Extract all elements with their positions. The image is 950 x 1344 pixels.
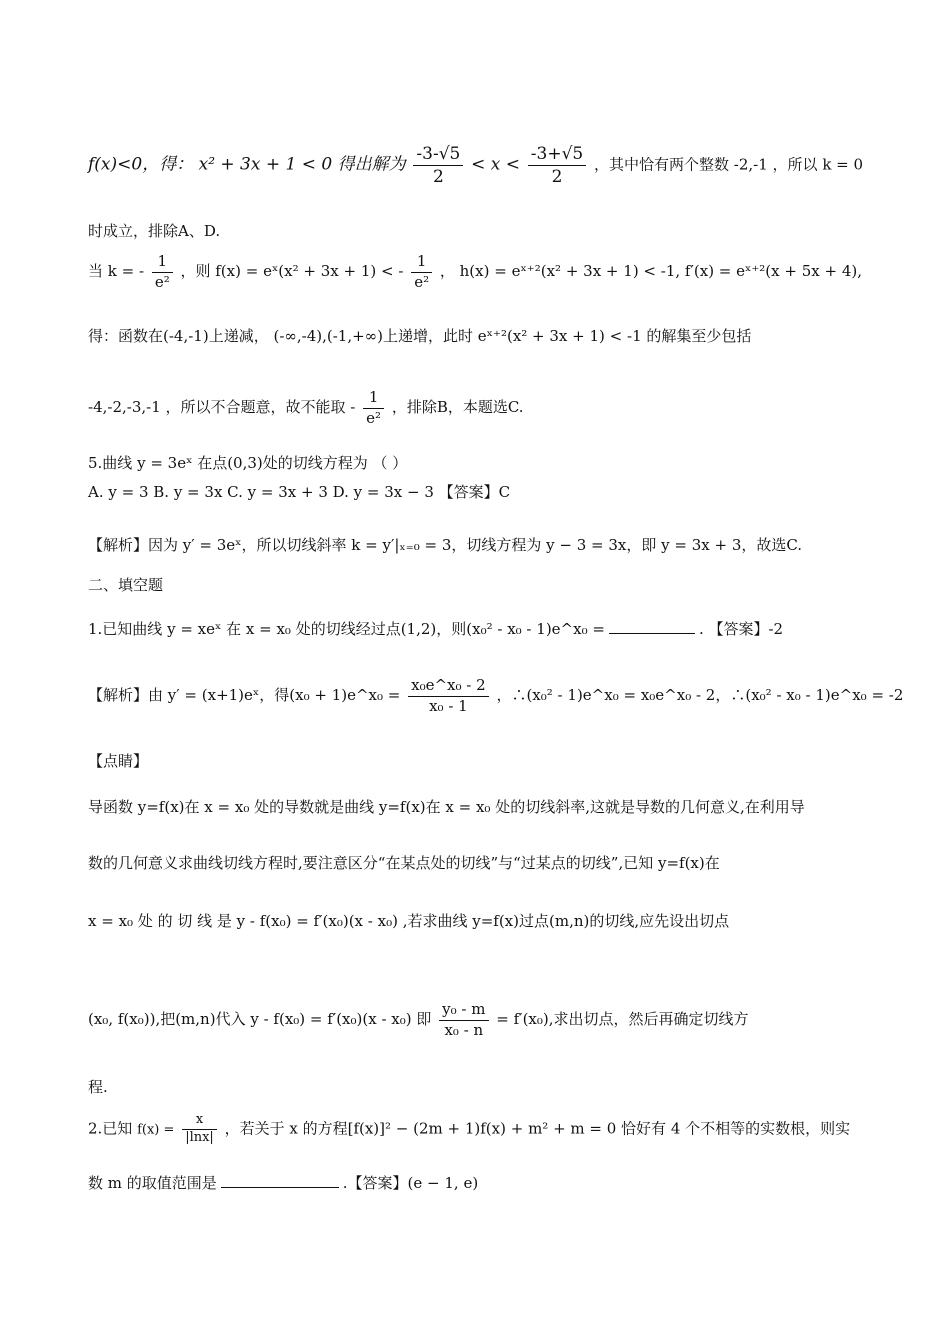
- line-7-options: A. y = 3 B. y = 3x C. y = 3x + 3 D. y = 3x − 3 【答案】C: [88, 483, 511, 501]
- line-14: 数的几何意义求曲线切线方程时,要注意区分“在某点处的切线”与“过某点的切线”,已知 y=f(x)在: [88, 854, 720, 872]
- line-16: (x₀, f(x₀)),把(m,n)代入 y - f(x₀) = f′(x₀)(x - x₀) 即 $\frac{\text{y₀ - m}}{\text{x₀ - n}}$ = f′(x₀),求出切点，然后再确定切线方: [88, 1000, 749, 1039]
- line-1: f(x)<0，得： x² + 3x + 1 < 0 得出解为 $\frac{-3-√5}{2}$ < x < $\frac{-3+√5}{2}$ ，其中恰有两个整数 -2,-1 ，所以 k = 0: [88, 144, 864, 188]
- line-10: 1.已知曲线 y = xeˣ 在 x = x₀ 处的切线经过点(1,2)，则(x₀² - x₀ - 1)e^x₀ = . 【答案】-2: [88, 620, 784, 638]
- section-heading-fill-in: 二、填空题: [88, 576, 164, 594]
- line-19: 数 m 的取值范围是 .【答案】(e − 1, e): [88, 1174, 479, 1192]
- line-3: 当 k = - $\frac{1}{\text{e²}}$ ，则 f(x) = eˣ(x² + 3x + 1) < - $\frac{1}{\text{e²}}$ ， h(x) = eˣ⁺²(x² + 3x + 1) < -1, f′(x) = eˣ⁺²(x + 5x + 4),: [88, 252, 862, 291]
- answer-blank-2: [221, 1187, 339, 1188]
- fraction-one-over-e2-b: $\frac{1}{\text{e²}}$: [411, 252, 432, 292]
- fraction-x0-expression: $\frac{\text{x₀e\textasciicircum{}x₀ - 2}}{\text{x₀ - 1}}$: [408, 676, 489, 716]
- fraction-solution-upper: $\frac{-3+√5}{2}$: [528, 143, 586, 188]
- fraction-x-over-lnx: $\frac{x}{|\ln x|}$: [182, 1112, 217, 1147]
- fraction-slope: $\frac{\text{y₀ - m}}{\text{x₀ - n}}$: [439, 1000, 488, 1040]
- line-17: 程.: [88, 1078, 108, 1096]
- fraction-one-over-e2-c: $\frac{1}{\text{e²}}$: [363, 388, 384, 428]
- line-8-analysis: 【解析】因为 y′ = 3eˣ，所以切线斜率 k = y′|ₓ₌₀ = 3，切线方程为 y − 3 = 3x，即 y = 3x + 3，故选C.: [88, 536, 803, 554]
- line-6: 5.曲线 y = 3eˣ 在点(0,3)处的切线方程为 （ ）: [88, 454, 408, 472]
- line-5: -4,-2,-3,-1 ，所以不合题意，故不能取 - $\frac{1}{\text{e²}}$ ，排除B，本题选C.: [88, 388, 524, 427]
- line-11: 【解析】由 y′ = (x+1)eˣ，得(x₀ + 1)e^x₀ = $\frac{\text{x₀e\textasciicircum{}x₀ - 2}}{\text{x₀ - 1}}$ ，∴(x₀² - 1)e^x₀ = x₀e^x₀ - 2，∴(x₀² - x₀ - 1)e^x₀ = -2: [88, 676, 904, 715]
- line-2: 时成立，排除A、D.: [88, 222, 221, 240]
- line-13: 导函数 y=f(x)在 x = x₀ 处的导数就是曲线 y=f(x)在 x = x₀ 处的切线斜率,这就是导数的几何意义,在利用导: [88, 798, 805, 816]
- line-15: x = x₀ 处 的 切 线 是 y - f(x₀) = f′(x₀)(x - x₀) ,若求曲线 y=f(x)过点(m,n)的切线,应先设出切点: [88, 912, 730, 930]
- line-18: 2.已知 f(x) = $\frac{x}{|\ln x|}$ ，若关于 x 的方程[f(x)]² − (2m + 1)f(x) + m² + m = 0 恰好有 4 个不相等的实数根，则实: [88, 1112, 851, 1145]
- fraction-solution-lower: $\frac{-3-√5}{2}$: [413, 143, 463, 188]
- line-12-tip-heading: 【点睛】: [88, 752, 149, 770]
- fraction-one-over-e2: $\frac{1}{\text{e²}}$: [152, 252, 173, 292]
- line-4: 得：函数在(-4,-1)上递减， (-∞,-4),(-1,+∞)上递增，此时 eˣ⁺²(x² + 3x + 1) < -1 的解集至少包括: [88, 327, 752, 345]
- answer-blank: [609, 633, 695, 634]
